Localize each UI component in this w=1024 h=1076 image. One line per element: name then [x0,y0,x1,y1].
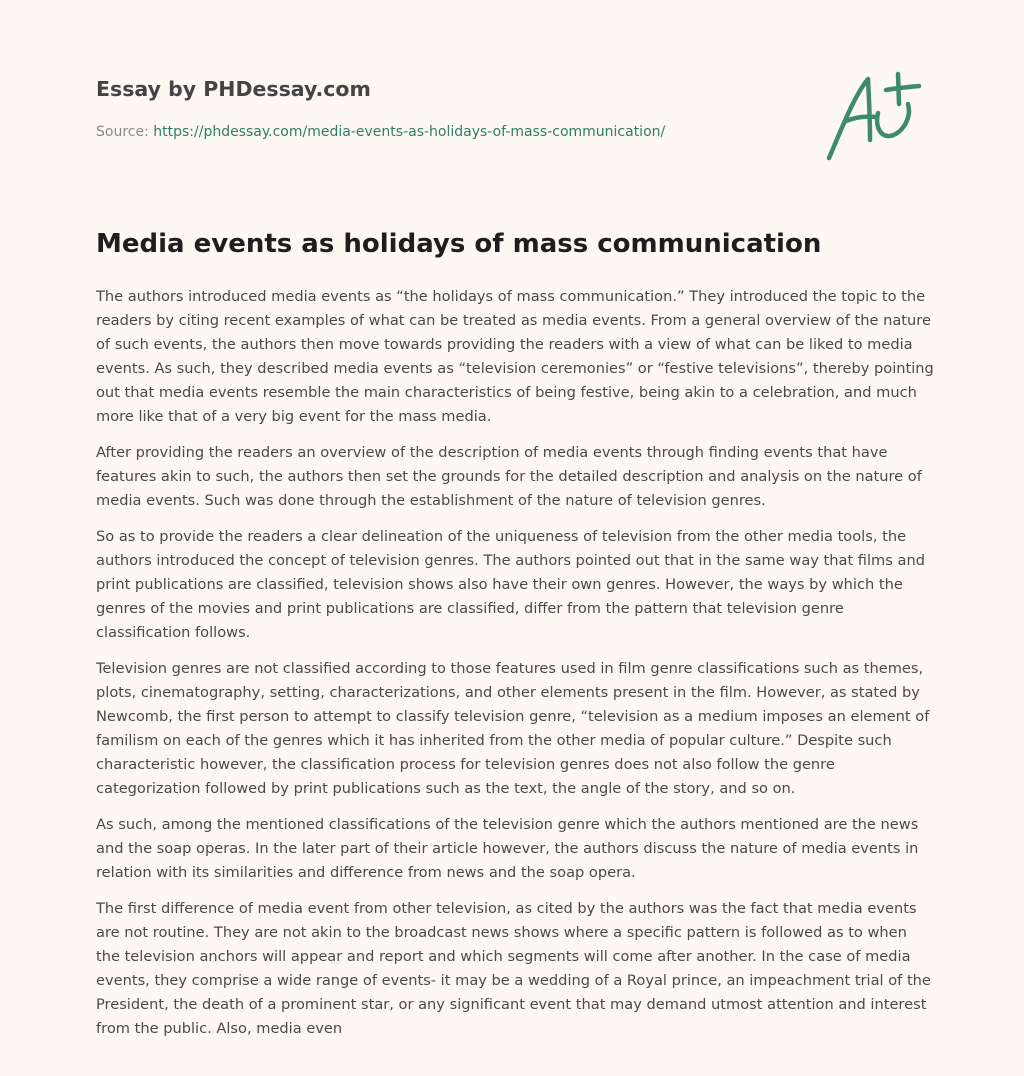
source-link[interactable]: https://phdessay.com/media-events-as-holidays-of-mass-communication/ [153,124,666,140]
a-plus-grade-icon [820,66,930,166]
brand-title: Essay by PHDessay.com [96,77,371,101]
article-paragraph: The first difference of media event from other television, as cited by the authors was the fact that media events are not routine. They are not akin to the broadcast news shows where a specific pattern is followed as to when the television anchors will appear and report and which segments will come after another. In the case of media events, they comprise a wide range of events- it may be a wedding of a Royal prince, an impeachment trial of the President, the death of a prominent star, or any significant event that may demand utmost attention and interest from the public. Also, media even [96,900,931,1037]
article-title: Media events as holidays of mass communication [96,229,822,259]
article-paragraph: After providing the readers an overview of the description of media events through finding events that have features akin to such, the authors then set the grounds for the detailed description and analysis on the nature of media events. Such was done through the establishment of the nature of television genres. [96,444,922,509]
article-paragraph: As such, among the mentioned classifications of the television genre which the authors mentioned are the news and the soap operas. In the later part of their article however, the authors discuss the nature of media events in relation with its similarities and difference from news and the soap opera. [96,816,919,881]
article-body [96,285,934,1053]
article-paragraph: Television genres are not classified according to those features used in film genre classifications such as themes, plots, cinematography, setting, characterizations, and other elements present in the film. However, as stated by Newcomb, the first person to attempt to classify television genre, “television as a medium imposes an element of familism on each of the genres which it has inherited from the other media of popular culture.” Despite such characteristic however, the classification process for television genres does not also follow the genre categorization followed by print publications such as the text, the angle of the story, and so on. [96,660,930,797]
article-paragraph: So as to provide the readers a clear delineation of the uniqueness of television from the other media tools, the authors introduced the concept of television genres. The authors pointed out that in the same way that films and print publications are classified, television shows also have their own genres. However, the ways by which the genres of the movies and print publications are classified, differ from the pattern that television genre classification follows. [96,528,925,641]
article-paragraph: The authors introduced media events as “the holidays of mass communication.” They introduced the topic to the readers by citing recent examples of what can be treated as media events. From a general overview of the nature of such events, the authors then move towards providing the readers with a view of what can be liked to media events. As such, they described media events as “television ceremonies” or “festive televisions”, thereby pointing out that media events resemble the main characteristics of being festive, being akin to a celebration, and much more like that of a very big event for the mass media. [96,288,934,425]
source-label: Source: [96,124,154,140]
source-line [96,122,796,142]
site-header [96,74,796,142]
